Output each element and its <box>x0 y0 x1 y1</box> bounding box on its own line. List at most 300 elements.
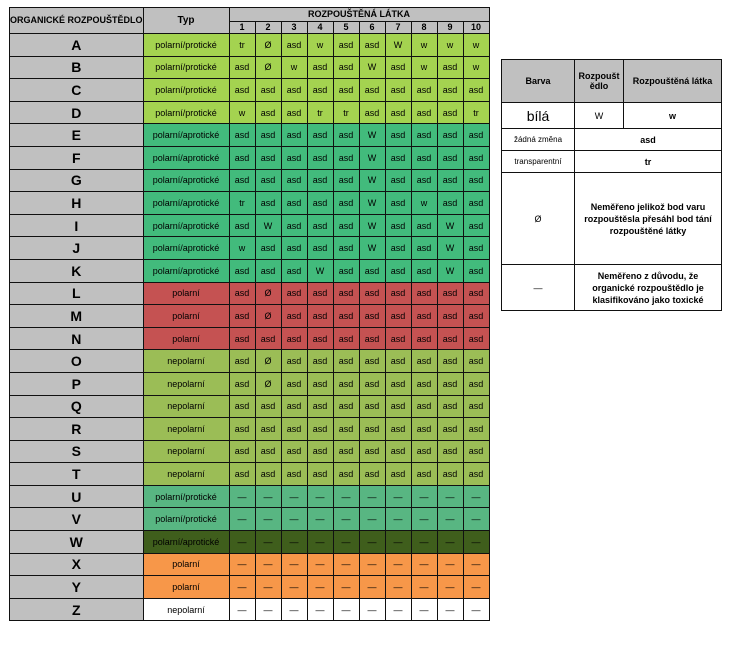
solvent-letter: G <box>10 169 144 192</box>
solubility-cell: — <box>411 531 437 554</box>
solubility-cell: asd <box>229 146 255 169</box>
solubility-cell: W <box>359 146 385 169</box>
column-number-3: 3 <box>281 22 307 34</box>
solubility-cell: asd <box>385 169 411 192</box>
solubility-cell: asd <box>229 259 255 282</box>
table-row-e <box>10 124 490 147</box>
legend-transparent-text: tr <box>575 151 722 173</box>
solubility-cell: asd <box>307 56 333 79</box>
solvent-type: polarní <box>143 553 229 576</box>
solubility-cell: Ø <box>255 282 281 305</box>
solvent-type: polarní/aprotické <box>143 169 229 192</box>
solubility-cell: — <box>229 485 255 508</box>
solubility-cell: asd <box>359 34 385 57</box>
solubility-cell: w <box>229 237 255 260</box>
solvent-letter: T <box>10 463 144 486</box>
solubility-cell: asd <box>385 56 411 79</box>
solubility-cell: asd <box>463 282 489 305</box>
solubility-cell: asd <box>437 79 463 102</box>
solubility-cell: asd <box>359 418 385 441</box>
solubility-cell: asd <box>385 350 411 373</box>
solubility-cell: asd <box>385 372 411 395</box>
solvent-type: polarní/protické <box>143 79 229 102</box>
solubility-cell: W <box>359 192 385 215</box>
solubility-cell: W <box>359 237 385 260</box>
solubility-cell: asd <box>437 418 463 441</box>
table-row-f <box>10 146 490 169</box>
solubility-cell: asd <box>463 146 489 169</box>
solubility-cell: Ø <box>255 34 281 57</box>
solubility-cell: — <box>333 598 359 621</box>
solubility-cell: asd <box>359 372 385 395</box>
solubility-cell: Ø <box>255 372 281 395</box>
solvent-type: polarní/protické <box>143 485 229 508</box>
solubility-cell: — <box>437 576 463 599</box>
solvent-letter: Q <box>10 395 144 418</box>
solubility-cell: W <box>437 237 463 260</box>
solubility-cell: asd <box>255 440 281 463</box>
solubility-cell: asd <box>437 327 463 350</box>
solvent-type: polarní <box>143 305 229 328</box>
column-number-5: 5 <box>333 22 359 34</box>
legend-table <box>501 59 722 311</box>
solubility-cell: Ø <box>255 350 281 373</box>
solvent-type: nepolarní <box>143 440 229 463</box>
solubility-cell: — <box>411 576 437 599</box>
solubility-cell: asd <box>385 146 411 169</box>
solubility-cell: asd <box>463 327 489 350</box>
solubility-cell: asd <box>385 282 411 305</box>
solubility-cell: — <box>255 598 281 621</box>
solvent-letter: C <box>10 79 144 102</box>
solubility-cell: asd <box>385 327 411 350</box>
solubility-cell: w <box>437 34 463 57</box>
solubility-cell: — <box>385 553 411 576</box>
legend-no-change-text: asd <box>575 129 722 151</box>
solubility-cell: — <box>229 508 255 531</box>
legend-white-label: bílá <box>502 103 575 129</box>
solubility-cell: w <box>307 34 333 57</box>
solubility-cell: asd <box>437 56 463 79</box>
solubility-cell: asd <box>229 79 255 102</box>
legend-empty-set-symbol: Ø <box>502 173 575 265</box>
solubility-cell: asd <box>307 282 333 305</box>
column-number-9: 9 <box>437 22 463 34</box>
solubility-cell: asd <box>463 395 489 418</box>
solubility-cell: — <box>255 508 281 531</box>
solubility-cell: asd <box>359 305 385 328</box>
solubility-cell: — <box>281 531 307 554</box>
solubility-cell: asd <box>333 395 359 418</box>
solubility-cell: — <box>307 576 333 599</box>
solubility-cell: asd <box>229 124 255 147</box>
solubility-cell: W <box>385 34 411 57</box>
solubility-cell: asd <box>411 305 437 328</box>
solubility-cell: asd <box>385 214 411 237</box>
solubility-cell: asd <box>463 214 489 237</box>
header-solvent: ORGANICKÉ ROZPOUŠTĚDLO <box>10 8 144 34</box>
solubility-cell: — <box>437 531 463 554</box>
solubility-cell: asd <box>255 259 281 282</box>
solubility-cell: — <box>333 508 359 531</box>
solubility-cell: — <box>463 485 489 508</box>
solubility-cell: asd <box>229 463 255 486</box>
solubility-cell: asd <box>307 372 333 395</box>
table-row-v <box>10 508 490 531</box>
solvent-type: nepolarní <box>143 372 229 395</box>
solubility-cell: asd <box>385 305 411 328</box>
solubility-cell: asd <box>333 350 359 373</box>
solubility-cell: — <box>333 553 359 576</box>
solubility-cell: asd <box>307 440 333 463</box>
solubility-cell: — <box>281 576 307 599</box>
solubility-cell: asd <box>255 79 281 102</box>
solvent-letter: K <box>10 259 144 282</box>
solubility-cell: — <box>229 598 255 621</box>
solubility-cell: — <box>307 485 333 508</box>
solubility-cell: — <box>255 576 281 599</box>
solubility-cell: asd <box>463 305 489 328</box>
table-row-i <box>10 214 490 237</box>
solubility-cell: — <box>385 531 411 554</box>
table-row-o <box>10 350 490 373</box>
column-number-7: 7 <box>385 22 411 34</box>
solubility-cell: asd <box>307 169 333 192</box>
solubility-cell: asd <box>307 79 333 102</box>
solubility-cell: w <box>411 34 437 57</box>
solvent-letter: V <box>10 508 144 531</box>
solubility-cell: — <box>255 531 281 554</box>
solvent-type: nepolarní <box>143 463 229 486</box>
solubility-cell: asd <box>307 305 333 328</box>
solubility-cell: asd <box>411 146 437 169</box>
solvent-type: polarní <box>143 282 229 305</box>
solubility-cell: — <box>411 485 437 508</box>
solubility-cell: w <box>229 101 255 124</box>
solubility-cell: asd <box>437 463 463 486</box>
solubility-cell: asd <box>333 169 359 192</box>
solubility-cell: asd <box>411 79 437 102</box>
table-row-u <box>10 485 490 508</box>
solubility-cell: asd <box>255 463 281 486</box>
solubility-cell: asd <box>255 124 281 147</box>
legend-not-measured-toxic-text: Neměřeno z důvodu, že organické rozpouštědlo je klasifikováno jako toxické <box>575 265 722 311</box>
solubility-cell: asd <box>255 101 281 124</box>
solubility-cell: asd <box>281 350 307 373</box>
solubility-cell: — <box>385 485 411 508</box>
solubility-cell: asd <box>281 169 307 192</box>
table-row-q <box>10 395 490 418</box>
solubility-cell: asd <box>359 79 385 102</box>
solubility-cell: asd <box>359 463 385 486</box>
solvent-letter: X <box>10 553 144 576</box>
solubility-cell: w <box>411 192 437 215</box>
solubility-cell: asd <box>255 395 281 418</box>
solubility-cell: — <box>307 553 333 576</box>
legend-no-change-label: žádná změna <box>502 129 575 151</box>
table-row-t <box>10 463 490 486</box>
column-number-10: 10 <box>463 22 489 34</box>
solvent-type: polarní <box>143 576 229 599</box>
solubility-cell: asd <box>307 214 333 237</box>
solubility-cell: asd <box>333 440 359 463</box>
solubility-cell: asd <box>333 237 359 260</box>
solubility-cell: asd <box>437 146 463 169</box>
solubility-cell: asd <box>437 124 463 147</box>
solubility-cell: W <box>437 214 463 237</box>
solvent-type: polarní/protické <box>143 34 229 57</box>
solubility-cell: tr <box>307 101 333 124</box>
solvent-type: nepolarní <box>143 418 229 441</box>
solubility-cell: asd <box>411 214 437 237</box>
solvent-letter: W <box>10 531 144 554</box>
solubility-cell: asd <box>281 440 307 463</box>
table-body <box>10 34 490 621</box>
solubility-cell: tr <box>229 192 255 215</box>
solubility-cell: — <box>281 598 307 621</box>
solubility-cell: asd <box>307 350 333 373</box>
solubility-cell: asd <box>359 440 385 463</box>
solvent-type: polarní/aprotické <box>143 192 229 215</box>
solubility-cell: asd <box>333 418 359 441</box>
solubility-cell: asd <box>463 259 489 282</box>
solubility-cell: asd <box>281 124 307 147</box>
solubility-cell: asd <box>281 259 307 282</box>
solubility-cell: asd <box>463 372 489 395</box>
table-row-m <box>10 305 490 328</box>
solubility-cell: — <box>411 598 437 621</box>
solvent-letter: M <box>10 305 144 328</box>
legend-white-solvent: W <box>575 103 624 129</box>
table-row-p <box>10 372 490 395</box>
solubility-cell: asd <box>437 395 463 418</box>
solvent-type: polarní/aprotické <box>143 237 229 260</box>
solubility-cell: — <box>255 485 281 508</box>
solubility-cell: asd <box>281 463 307 486</box>
solubility-cell: asd <box>333 79 359 102</box>
legend-transparent-label: transparentní <box>502 151 575 173</box>
table-row-y <box>10 576 490 599</box>
solubility-cell: asd <box>385 237 411 260</box>
solubility-cell: asd <box>255 192 281 215</box>
solubility-cell: asd <box>307 146 333 169</box>
solubility-cell: — <box>463 508 489 531</box>
solubility-cell: w <box>463 34 489 57</box>
solubility-cell: asd <box>385 79 411 102</box>
solubility-cell: — <box>463 576 489 599</box>
solubility-cell: — <box>333 485 359 508</box>
solubility-cell: asd <box>229 282 255 305</box>
solvent-letter: J <box>10 237 144 260</box>
solvent-letter: R <box>10 418 144 441</box>
legend-header-solute: Rozpouštěná látka <box>624 60 722 103</box>
solubility-cell: asd <box>411 282 437 305</box>
solubility-cell: asd <box>411 124 437 147</box>
solubility-cell: asd <box>307 237 333 260</box>
solubility-cell: asd <box>437 282 463 305</box>
table-row-j <box>10 237 490 260</box>
solubility-cell: asd <box>229 169 255 192</box>
solubility-cell: asd <box>307 395 333 418</box>
solubility-cell: asd <box>333 192 359 215</box>
solubility-cell: — <box>411 553 437 576</box>
solubility-cell: — <box>281 553 307 576</box>
solubility-cell: — <box>437 485 463 508</box>
solubility-cell: asd <box>281 214 307 237</box>
solubility-cell: asd <box>333 146 359 169</box>
solubility-cell: asd <box>281 282 307 305</box>
solubility-cell: asd <box>333 214 359 237</box>
solubility-cell: asd <box>411 463 437 486</box>
solubility-cell: asd <box>463 169 489 192</box>
header-solute-group: ROZPOUŠTĚNÁ LÁTKA <box>229 8 489 22</box>
solubility-cell: asd <box>385 124 411 147</box>
solubility-cell: — <box>307 531 333 554</box>
table-row-s <box>10 440 490 463</box>
table-row-h <box>10 192 490 215</box>
solubility-cell: asd <box>385 440 411 463</box>
solubility-cell: asd <box>463 79 489 102</box>
solubility-cell: asd <box>255 169 281 192</box>
solubility-cell: — <box>385 576 411 599</box>
solubility-cell: asd <box>255 237 281 260</box>
solvent-type: polarní/protické <box>143 101 229 124</box>
solubility-cell: asd <box>463 463 489 486</box>
solvent-type: nepolarní <box>143 395 229 418</box>
solubility-cell: asd <box>463 350 489 373</box>
solubility-cell: asd <box>281 372 307 395</box>
table-row-g <box>10 169 490 192</box>
solubility-cell: asd <box>281 327 307 350</box>
solubility-cell: asd <box>333 372 359 395</box>
solubility-cell: asd <box>437 305 463 328</box>
header-type: Typ <box>143 8 229 34</box>
solubility-cell: asd <box>411 101 437 124</box>
solubility-cell: asd <box>229 372 255 395</box>
table-row-z <box>10 598 490 621</box>
solvent-letter: B <box>10 56 144 79</box>
solubility-cell: asd <box>307 327 333 350</box>
solvent-letter: L <box>10 282 144 305</box>
solubility-cell: asd <box>385 463 411 486</box>
solubility-cell: w <box>281 56 307 79</box>
solubility-cell: asd <box>307 418 333 441</box>
solubility-cell: asd <box>229 305 255 328</box>
solubility-cell: asd <box>333 463 359 486</box>
solvent-letter: I <box>10 214 144 237</box>
solubility-cell: asd <box>359 395 385 418</box>
column-number-2: 2 <box>255 22 281 34</box>
solubility-cell: asd <box>281 146 307 169</box>
solubility-cell: asd <box>437 350 463 373</box>
solubility-cell: — <box>463 553 489 576</box>
solubility-cell: asd <box>333 282 359 305</box>
solubility-cell: asd <box>463 418 489 441</box>
solubility-cell: asd <box>359 259 385 282</box>
solubility-cell: asd <box>437 372 463 395</box>
solubility-table <box>9 7 490 621</box>
solubility-cell: asd <box>229 395 255 418</box>
solubility-cell: W <box>359 124 385 147</box>
column-number-1: 1 <box>229 22 255 34</box>
solvent-letter: D <box>10 101 144 124</box>
solubility-cell: asd <box>411 395 437 418</box>
table-row-c <box>10 79 490 102</box>
solubility-cell: — <box>281 508 307 531</box>
solubility-cell: asd <box>229 327 255 350</box>
table-row-n <box>10 327 490 350</box>
solubility-cell: asd <box>333 124 359 147</box>
solubility-cell: — <box>333 576 359 599</box>
solubility-cell: asd <box>255 418 281 441</box>
solubility-cell: W <box>307 259 333 282</box>
solubility-cell: asd <box>333 305 359 328</box>
solvent-letter: O <box>10 350 144 373</box>
solubility-cell: — <box>463 531 489 554</box>
solubility-cell: Ø <box>255 56 281 79</box>
table-row-a <box>10 34 490 57</box>
solubility-cell: — <box>411 508 437 531</box>
solubility-cell: asd <box>411 372 437 395</box>
solubility-cell: — <box>359 576 385 599</box>
solubility-cell: asd <box>359 282 385 305</box>
solubility-cell: W <box>437 259 463 282</box>
solubility-cell: asd <box>255 327 281 350</box>
solubility-cell: asd <box>385 395 411 418</box>
solubility-cell: W <box>359 56 385 79</box>
solvent-letter: H <box>10 192 144 215</box>
column-number-4: 4 <box>307 22 333 34</box>
table-row-b <box>10 56 490 79</box>
legend-not-measured-bp-text: Neměřeno jelikož bod varu rozpouštěsla přesáhl bod tání rozpouštěné látky <box>575 173 722 265</box>
solubility-cell: asd <box>281 305 307 328</box>
solubility-cell: asd <box>333 34 359 57</box>
solubility-cell: asd <box>385 259 411 282</box>
solubility-cell: asd <box>307 124 333 147</box>
solvent-type: polarní/protické <box>143 508 229 531</box>
solubility-cell: asd <box>359 350 385 373</box>
solubility-cell: — <box>359 553 385 576</box>
table-row-d <box>10 101 490 124</box>
solubility-cell: — <box>437 508 463 531</box>
table-row-k <box>10 259 490 282</box>
solubility-cell: asd <box>437 101 463 124</box>
solubility-cell: asd <box>281 395 307 418</box>
solubility-cell: asd <box>281 418 307 441</box>
solubility-cell: asd <box>281 34 307 57</box>
solvent-type: polarní/aprotické <box>143 124 229 147</box>
solubility-cell: — <box>385 508 411 531</box>
solvent-letter: A <box>10 34 144 57</box>
solubility-cell: — <box>229 531 255 554</box>
solubility-cell: asd <box>229 350 255 373</box>
solubility-cell: asd <box>333 327 359 350</box>
solubility-cell: asd <box>437 192 463 215</box>
solubility-cell: asd <box>255 146 281 169</box>
table-row-x <box>10 553 490 576</box>
solubility-cell: asd <box>359 101 385 124</box>
solubility-cell: asd <box>463 237 489 260</box>
solubility-cell: asd <box>463 440 489 463</box>
column-number-6: 6 <box>359 22 385 34</box>
legend-dash-symbol: — <box>502 265 575 311</box>
solubility-cell: asd <box>411 169 437 192</box>
solubility-cell: asd <box>385 192 411 215</box>
solubility-cell: w <box>463 56 489 79</box>
solubility-cell: asd <box>333 56 359 79</box>
legend-header-solvent: Rozpouštědlo <box>575 60 624 103</box>
solubility-cell: W <box>359 214 385 237</box>
